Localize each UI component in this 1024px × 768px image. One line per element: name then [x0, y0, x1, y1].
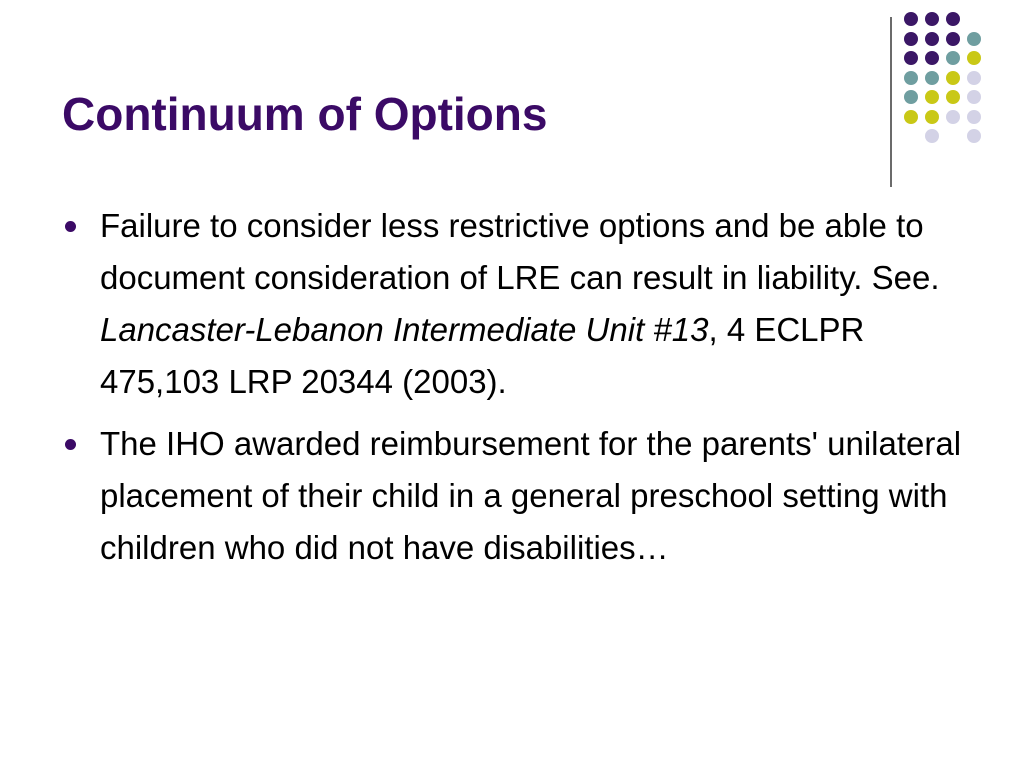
decorative-dot-grid	[904, 12, 981, 143]
bullet-item	[62, 418, 962, 574]
dot-gap	[946, 129, 960, 143]
decorative-dot	[904, 32, 918, 46]
decorative-dot	[904, 12, 918, 26]
decorative-dot	[904, 90, 918, 104]
decorative-dot	[967, 129, 981, 143]
title-divider-line	[890, 17, 892, 187]
decorative-dot	[904, 71, 918, 85]
bullet-text: The IHO awarded reimbursement for the parents' unilateral placement of their child in a general preschool setting with children who did not have disabilities…	[100, 425, 962, 566]
decorative-dot	[946, 110, 960, 124]
decorative-dot	[925, 12, 939, 26]
decorative-dot	[925, 110, 939, 124]
bullet-item	[62, 200, 962, 408]
decorative-dot	[925, 129, 939, 143]
bullet-text: Failure to consider less restrictive options and be able to document consideration of LRE can result in liability. See.	[100, 207, 940, 296]
decorative-dot	[925, 32, 939, 46]
case-citation: Lancaster-Lebanon Intermediate Unit #13	[100, 311, 709, 348]
decorative-dot	[967, 90, 981, 104]
decorative-dot	[925, 51, 939, 65]
decorative-dot	[967, 71, 981, 85]
decorative-dot	[904, 51, 918, 65]
dot-gap	[904, 129, 918, 143]
decorative-dot	[946, 32, 960, 46]
decorative-dot	[946, 71, 960, 85]
decorative-dot	[904, 110, 918, 124]
decorative-dot	[925, 71, 939, 85]
decorative-dot	[946, 51, 960, 65]
bullet-list	[62, 200, 962, 584]
decorative-dot	[967, 110, 981, 124]
decorative-dot	[946, 12, 960, 26]
bullet-dot-icon	[65, 221, 76, 232]
decorative-dot	[946, 90, 960, 104]
bullet-dot-icon	[65, 439, 76, 450]
decorative-dot	[967, 51, 981, 65]
slide-title: Continuum of Options	[62, 88, 548, 140]
decorative-dot	[967, 32, 981, 46]
decorative-dot	[925, 90, 939, 104]
bullet-text: , 4 ECLPR 475,103 LRP 20344 (2003).	[100, 311, 865, 400]
dot-gap	[967, 12, 981, 26]
